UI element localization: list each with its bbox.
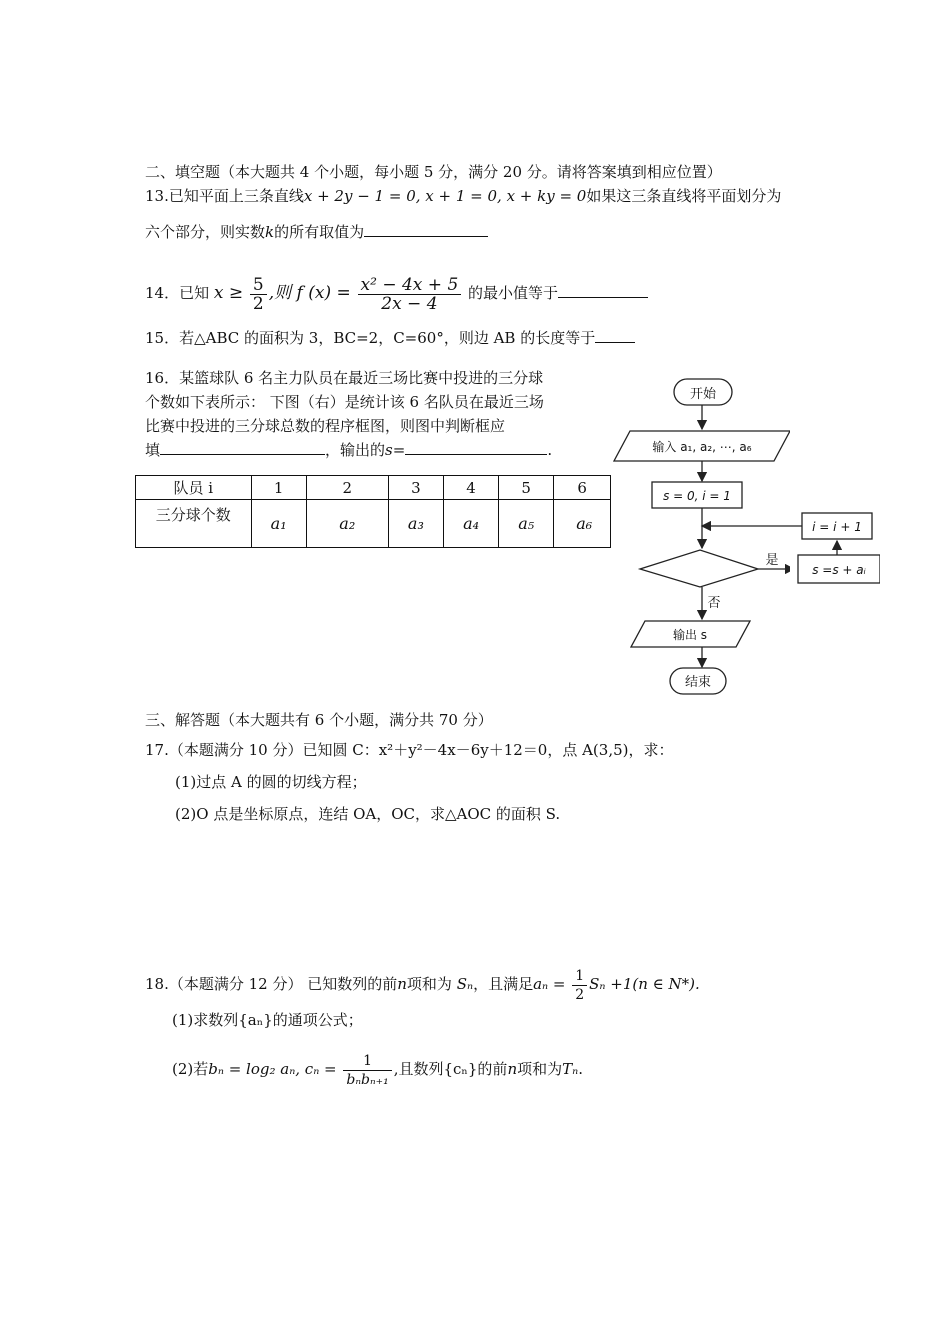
question-13-line2 — [145, 222, 488, 242]
q16-text-b: ，输出的 — [325, 441, 386, 459]
q14-frac-5-2 — [250, 276, 267, 313]
q13-text-d: 的所有取值为 — [274, 223, 365, 241]
flow-incr-label: i = i + 1 — [812, 520, 862, 534]
table-row — [136, 500, 611, 548]
table-cell: a₅ — [499, 500, 554, 548]
q18-eq-rest: Sₙ +1(n ∈ N*). — [589, 975, 700, 993]
q14-frac-fx — [358, 276, 462, 313]
q15-text: 15．若△ABC 的面积为 3，BC=2，C=60°，则边 AB 的长度等于 — [145, 329, 596, 347]
table-cell: 1 — [251, 476, 306, 500]
q16-text-d: . — [547, 441, 553, 459]
q18-cn-num: 1 — [343, 1052, 391, 1071]
table-cell: 4 — [443, 476, 498, 500]
flow-init-label: s = 0, i = 1 — [663, 489, 731, 503]
q13-equations: x + 2y − 1 = 0, x + 1 = 0, x + ky = 0 — [303, 187, 587, 205]
q14-function: ,则 f (x) = — [268, 283, 351, 303]
table-cell: a₄ — [443, 500, 498, 548]
question-14 — [145, 270, 648, 316]
q18-text: 18.（本题满分 12 分） 已知数列的前 — [145, 975, 398, 993]
question-17: 17.（本题满分 10 分）已知圆 C：x²＋y²－4x－6y＋12＝0，点 A(3,5)，求： — [145, 741, 674, 759]
q16-table — [135, 475, 611, 548]
q14-frac-den: 2 — [252, 293, 264, 314]
question-16-line1: 16．某篮球队 6 名主力队员在最近三场比赛中投进的三分球 — [145, 369, 544, 387]
flow-start-label: 开始 — [689, 387, 717, 402]
table-header-cell: 队员 i — [136, 476, 252, 500]
table-cell: 5 — [499, 476, 554, 500]
q18-frac-half — [572, 967, 587, 1004]
q13-k: k — [265, 223, 275, 241]
question-13-line1 — [145, 186, 781, 206]
table-cell: 3 — [388, 476, 443, 500]
question-16-line2: 个数如下表所示： 下图（右）是统计该 6 名队员在最近三场 — [145, 393, 544, 411]
table-cell: a₂ — [306, 500, 388, 548]
q18-part2-text-b: ,且数列{cₙ}的前 — [393, 1060, 508, 1078]
q14-numerator: x² − 4x + 5 — [358, 276, 462, 295]
question-17-part2: (2)O 点是坐标原点，连结 OA，OC，求△AOC 的面积 S. — [175, 805, 561, 823]
question-17-part1: (1)过点 A 的圆的切线方程； — [175, 773, 367, 791]
flow-end-label: 结束 — [684, 675, 712, 690]
table-header-cell: 三分球个数 — [136, 500, 252, 548]
q16-output-blank[interactable] — [405, 440, 547, 455]
table-cell: 2 — [306, 476, 388, 500]
q18-frac-cn — [343, 1052, 391, 1089]
flow-accum-label: s =s + aᵢ — [812, 563, 866, 577]
table-cell: a₃ — [388, 500, 443, 548]
q15-answer-blank[interactable] — [595, 328, 635, 343]
q16-s: s — [385, 441, 393, 459]
q18-frac-num: 1 — [572, 967, 587, 986]
section-2-header: 二、填空题（本大题共 4 个小题，每小题 5 分，满分 20 分。请将答案填到相应位置） — [145, 163, 722, 181]
q16-condition-blank[interactable] — [160, 440, 325, 455]
q18-Tn: Tₙ — [562, 1060, 579, 1078]
question-16-line4 — [145, 437, 552, 463]
section-3-header: 三、解答题（本大题共有 6 个小题，满分共 70 分） — [145, 711, 493, 729]
table-cell: a₁ — [251, 500, 306, 548]
q18-Sn: Sₙ — [456, 975, 474, 993]
q14-text: 14．已知 — [145, 284, 210, 302]
q13-text-c: 六个部分，则实数 — [145, 223, 266, 241]
question-18-part1: (1)求数列{aₙ}的通项公式； — [172, 1011, 363, 1029]
q13-text: 13.已知平面上三条直线 — [145, 187, 304, 205]
q18-text-c: ，且满足 — [473, 975, 534, 993]
flow-input-label: 输入 a₁, a₂, ⋯, a₆ — [652, 440, 752, 454]
table-row — [136, 476, 611, 500]
q18-part2-text-c: 项和为 — [517, 1060, 563, 1078]
q14-text-b: 的最小值等于 — [468, 284, 559, 302]
flow-yes-label: 是 — [765, 553, 779, 568]
q13-text-b: 如果这三条直线将平面划分为 — [586, 187, 782, 205]
question-15 — [145, 328, 635, 348]
q18-part2-text-d: . — [578, 1060, 583, 1078]
q18-bn: bₙ = log₂ aₙ, cₙ = — [208, 1060, 337, 1078]
q18-text-b: 项和为 — [406, 975, 452, 993]
table-cell: a₆ — [554, 500, 611, 548]
q18-part2-n: n — [507, 1060, 518, 1078]
q18-cn-den: bₙbₙ₊₁ — [346, 1071, 389, 1088]
q16-text-c: = — [392, 441, 406, 459]
flowchart-loop — [690, 505, 880, 605]
q13-answer-blank[interactable] — [364, 222, 488, 237]
q18-an: aₙ = — [533, 975, 566, 993]
q18-n: n — [397, 975, 407, 993]
q14-denominator: 2x − 4 — [381, 293, 438, 314]
flow-output-label: 输出 s — [672, 628, 708, 642]
q14-condition: x ≥ — [213, 283, 244, 303]
question-18-part2 — [172, 1046, 583, 1092]
q14-answer-blank[interactable] — [558, 283, 648, 298]
q18-part2-text: (2)若 — [172, 1060, 209, 1078]
q14-frac-num: 5 — [250, 276, 267, 295]
question-16-line3: 比赛中投进的三分球总数的程序框图，则图中判断框应 — [145, 417, 506, 435]
q16-text-a: 填 — [145, 441, 161, 459]
q16-table-wrapper — [135, 475, 611, 555]
q18-frac-den: 2 — [575, 986, 585, 1003]
flow-no-label: 否 — [707, 596, 721, 611]
table-cell: 6 — [554, 476, 611, 500]
question-18 — [145, 964, 700, 1004]
